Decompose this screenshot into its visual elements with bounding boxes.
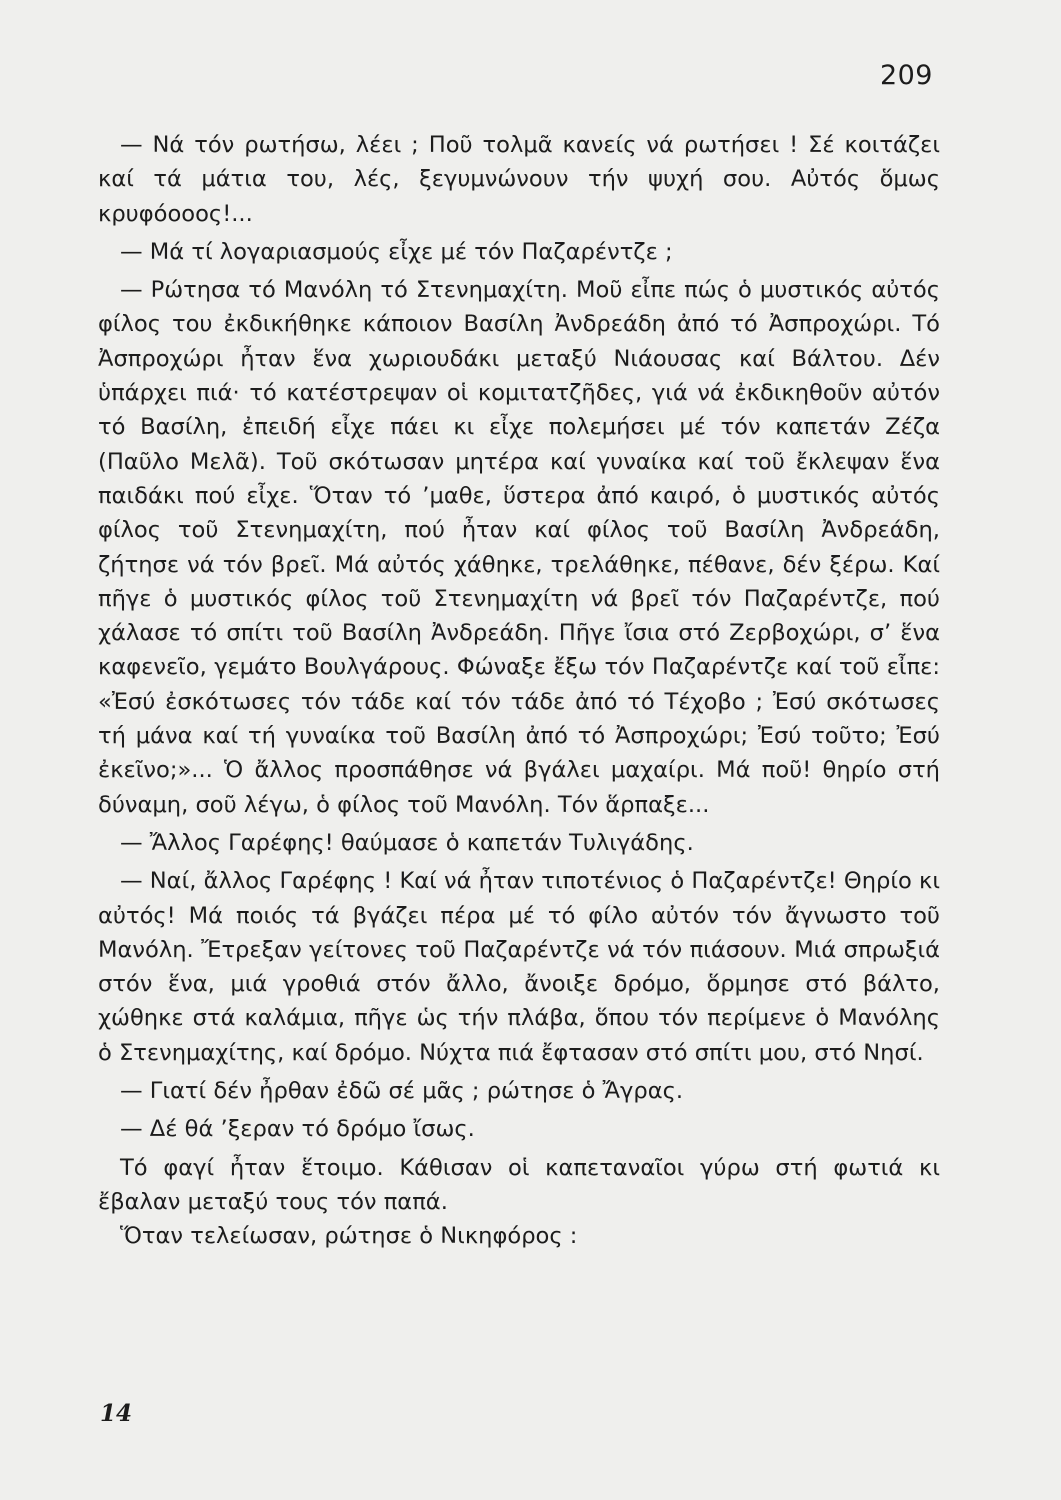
paragraph-question-accounts: — Μά τί λογαριασμούς εἶχε μέ τόν Παζαρέντζε ; — [120, 238, 673, 265]
paragraph-escape: — Ναί, ἄλλος Γαρέφης ! Καί νά ἦταν τιποτένιος ὁ Παζαρέντζε! Θηρίο κι αὐτός! Μά ποιός τά βγάζει πέρα μέ τό φίλο αὐτόν τόν ἄγνωστο τοῦ Μανόλη. Ἔτρεξαν γείτονες τοῦ Παζαρέντζε νά τόν πιάσουν. Μιά σπρωξιά στόν ἕνα, μιά γροθιά στόν ἄλλο, ἄνοιξε δρόμο, ὅρμησε στό βάλτο, χώθηκε στά καλάμια, πῆγε ὡς τήν πλάβα, ὅπου τόν περίμενε ὁ Μανόλης ὁ Στενημαχίτης, καί δρόμο. Νύχτα πιά ἔφτασαν στό σπίτι μου, στό Νησί. — [98, 868, 940, 1066]
paragraph-another-garefis: — Ἄλλος Γαρέφης! θαύμασε ὁ καπετάν Τυλιγάδης. — [120, 829, 694, 856]
paragraph-dialogue-ask: — Νά τόν ρωτήσω, λέει ; Ποῦ τολμᾶ κανείς νά ρωτήσει ! Σέ κοιτάζει καί τά μάτια του, λές, ξεγυμνώνουν τήν ψυχή σου. Αὐτός ὅμως κρυφόοοος!... — [98, 132, 940, 227]
paragraph-story-stenimachitis: — Ρώτησα τό Μανόλη τό Στενημαχίτη. Μοῦ εἶπε πώς ὁ μυστικός αὐτός φίλος του ἐκδικήθηκε κάποιον Βασίλη Ἀνδρεάδη ἀπό τό Ἀσπροχώρι. Τό Ἀσπροχώρι ἦταν ἕνα χωριουδάκι μεταξύ Νιάουσας καί Βάλτου. Δέν ὑπάρχει πιά· τό κατέστρεψαν οἱ κομιτατζῆδες, γιά νά ἐκδικηθοῦν αὐτόν τό Βασίλη, ἐπειδή εἶχε πάει κι εἶχε πολεμήσει μέ τόν καπετάν Ζέζα (Παῦλο Μελᾶ). Τοῦ σκότωσαν μητέρα καί γυναίκα καί τοῦ ἔκλεψαν ἕνα παιδάκι πού εἶχε. Ὅταν τό ’μαθε, ὕστερα ἀπό καιρό, ὁ μυστικός αὐτός φίλος τοῦ Στενημαχίτη, πού ἦταν καί φίλος τοῦ Βασίλη Ἀνδρεάδη, ζήτησε νά τόν βρεῖ. Μά αὐτός χάθηκε, τρελάθηκε, πέθανε, δέν ξέρω. Καί πῆγε ὁ μυστικός φίλος τοῦ Στενημαχίτη νά βρεῖ τόν Παζαρέντζε, πού χάλασε τό σπίτι τοῦ Βασίλη Ἀνδρεάδη. Πῆγε ἴσια στό Ζερβοχώρι, σ’ ἕνα καφενεῖο, γεμάτο Βουλγάρους. Φώναξε ἔξω τόν Παζαρέντζε καί τοῦ εἶπε: «Ἐσύ ἐσκότωσες τόν τάδε καί τόν τάδε ἀπό τό Τέχοβο ; Ἐσύ σκότωσες τή μάνα καί τή γυναίκα τοῦ Βασίλη ἀπό τό Ἀσπροχώρι; Ἐσύ τοῦτο; Ἐσύ ἐκεῖνο;»... Ὁ ἄλλος προσπάθησε νά βγάλει μαχαίρι. Μά ποῦ! θηρίο στή δύναμη, σοῦ λέγω, ὁ φίλος τοῦ Μανόλη. Τόν ἅρπαξε... — [98, 277, 940, 818]
paragraph-meal: Τό φαγί ἦταν ἕτοιμο. Κάθισαν οἱ καπεταναῖοι γύρω στή φωτιά κι ἔβαλαν μεταξύ τους τόν παπά. — [98, 1154, 940, 1215]
paragraph-road-answer: — Δέ θά ’ξεραν τό δρόμο ἴσως. — [120, 1116, 475, 1143]
paragraph-nikiforos: Ὅταν τελείωσαν, ρώτησε ὁ Νικηφόρος : — [120, 1223, 578, 1250]
page-number: 209 — [879, 60, 933, 91]
body-text — [98, 128, 940, 1254]
signature-mark: 14 — [100, 1400, 133, 1427]
paragraph-agras-question: — Γιατί δέν ἦρθαν ἐδῶ σέ μᾶς ; ρώτησε ὁ Ἄγρας. — [120, 1078, 684, 1105]
